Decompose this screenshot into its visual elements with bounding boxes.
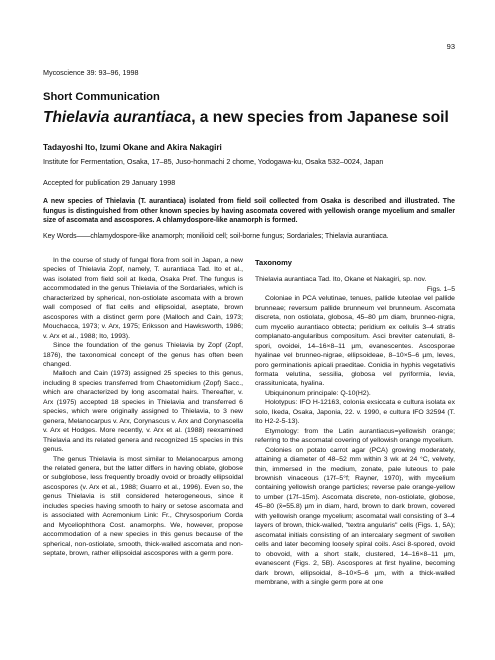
keywords: Key Words——chlamydospore-like anamorph; monilioid cell; soil-borne fungus; Sordariales; Thielavia aurantiaca. [43, 233, 389, 240]
title-species: Thielavia aurantiaca [43, 109, 192, 126]
abstract: A new species of Thielavia (T. aurantiaca) isolated from field soil collected from Osaka is described and illustrated. The fungus is distinguished from other known species by having ascomata covered with yellowish orange mycelium and smaller size of ascomata and ascospores. A chlamydospore-like anamorph is formed. [43, 198, 455, 225]
section-heading: Short Communication [43, 91, 160, 103]
title-rest: , a new species from Japanese soil [191, 109, 449, 126]
etymology-line: Etymology: from the Latin aurantiacus=yellowish orange; referring to the ascomatal covering of yellowish orange mycelium. [255, 427, 455, 445]
left-column [43, 256, 243, 559]
taxonomy-heading: Taxonomy [255, 258, 292, 267]
history-paragraph: Since the foundation of the genus Thielavia by Zopf (Zopf, 1876), the taxonomical concept of the genus has often been changed. [43, 342, 243, 368]
genus-paragraph: The genus Thielavia is most similar to Melanocarpus among the related genera, but the latter differs in having oblate, globose or subglobose, less frequently broadly ovoid or broadly ellipsoidal ascospores (v. Arx et al., 1988; Guarro et al., 1996). Even so, the genus Thielavia is still considered heterogeneous, since it includes species having smooth to hairy or setose ascomata and is associated with Acremonium Link: Fr., Chrysosporium Corda and Myceliophthora Cost. anamorphs. We, however, propose accommodation of a new species in this genus because of the spherical, non-ostiolate, smooth, thick-walled ascomata and non-septate, brown, rather ellipsoidal ascospores with a germ pore. [43, 455, 243, 558]
journal-citation: Mycoscience 39: 93–96, 1998 [43, 68, 139, 77]
page-number: 93 [446, 42, 455, 51]
intro-paragraph: In the course of study of fungal flora from soil in Japan, a new species of Thielavia Zopf, namely, T. aurantiaca Tad. Ito et al., was isolated from field soil at Ikeda, Osaka Pref. The fungus is accommodated in the genus Thielavia of the Sordariales, which is characterized by spherical, non-ostiolate ascomata with a brown wall composed of flat cells and ellipsoidal, aseptate, brown ascospores with a distinct germ pore (Malloch and Cain, 1973; Mouchacca, 1973; v. Arx, 1975; Eriksson and Hawksworth, 1986; v. Arx et al., 1988; Ito, 1993). [43, 257, 243, 340]
ubiquinone-line: Ubiquinonum principale: Q-10(H2). [265, 389, 371, 397]
malloch-paragraph: Malloch and Cain (1973) assigned 25 species to this genus, including 8 species transferred from Chaetomidium (Zopf) Sacc., which are characterized by long ascomatal hairs. Thereafter, v. Arx (1975) accepted 18 species in Thielavia and transferred 6 species, which were originally assigned to Thielavia, to 3 new genera, Melanocarpus v. Arx, Corynascus v. Arx and Corynascella v. Arx et Hodges. More recently, v. Arx et al. (1988) reexamined Thielavia and its related genera and recognized 15 species in this genus. [43, 370, 243, 454]
affiliation: Institute for Fermentation, Osaka, 17–85, Juso-honmachi 2 chome, Yodogawa-ku, Osaka 532–0024, Japan [43, 157, 384, 166]
authors: Tadayoshi Ito, Izumi Okane and Akira Nakagiri [43, 143, 222, 152]
colonies-description: Colonies on potato carrot agar (PCA) growing moderately, attaining a diameter of 48–52 mm within 3 wk at 24 °C, velvety, thin, immersed in the medium, zonate, pale luteous to pale brownish vinaceous (17f–5°f; Rayner, 1970), with mycelium containing yellowish orange particles; reverse pale orange-yellow to umber (17f–15m). Ascomata discrete, non-ostiolate, globose, 45–80 (x̄=55.8) µm in diam, hard, brown to dark brown, covered with yellowish orange mycelium; ascomatal wall consisting of 3–4 layers of brown, thick-walled, "textra angularis" cells (Figs. 1, 5A); ascomatal initials consisting of an intercalary segment of swollen cells and later becoming loosely spiral coils. Asci 8-spored, ovoid to obovoid, with a short stalk, clustered, 14–16×8–11 µm, evanescent (Figs. 2, 5B). Ascospores at first hyaline, becoming dark brown, ellipsoidal, 8–10×5–6 µm, with a thick-walled membrane, with a single germ pore at one [255, 446, 455, 586]
right-column [255, 256, 455, 587]
latin-description: Coloniae in PCA velutinae, tenues, pallide luteolae vel pallide brunneae; reversum pallide brunneum vel brunneum. Ascomata discreta, non ostiolata, globosa, 45–80 µm diam, brunneo-nigra, cum mycelio aurantiaco obtecta; peridium ex cellulis 3–4 stratis complanato-angularibus compositum. Asci breviter catenulati, 8-spori, ovoidei, 14–16×8–11 µm, evanescentes. Ascosporae hyalinae vel brunneo-nigrae, ellipsoideae, 8–10×5–6 µm, leves, poro germinationis apicali praeditae. Conidia in hyphis vegetativis formata velutina, sessilia, globosa vel pyriformia, levia, crassitunicata, hyalina. [255, 295, 455, 388]
accepted-date: Accepted for publication 29 January 1998 [43, 178, 176, 187]
taxon-line: Thielavia aurantiaca Tad. Ito, Okane et Nakagiri, sp. nov. [255, 276, 427, 284]
holotype-line: Holotypus: IFO H-12163, colonia exsiccata e cultura isolata ex solo, Ikeda, Osaka, Japonia, 22. v. 1990, e cultura IFO 32594 (T. Ito H2-2-5-13). [255, 399, 455, 426]
article-title [43, 109, 449, 127]
figs-label: Figs. 1–5 [426, 285, 455, 293]
